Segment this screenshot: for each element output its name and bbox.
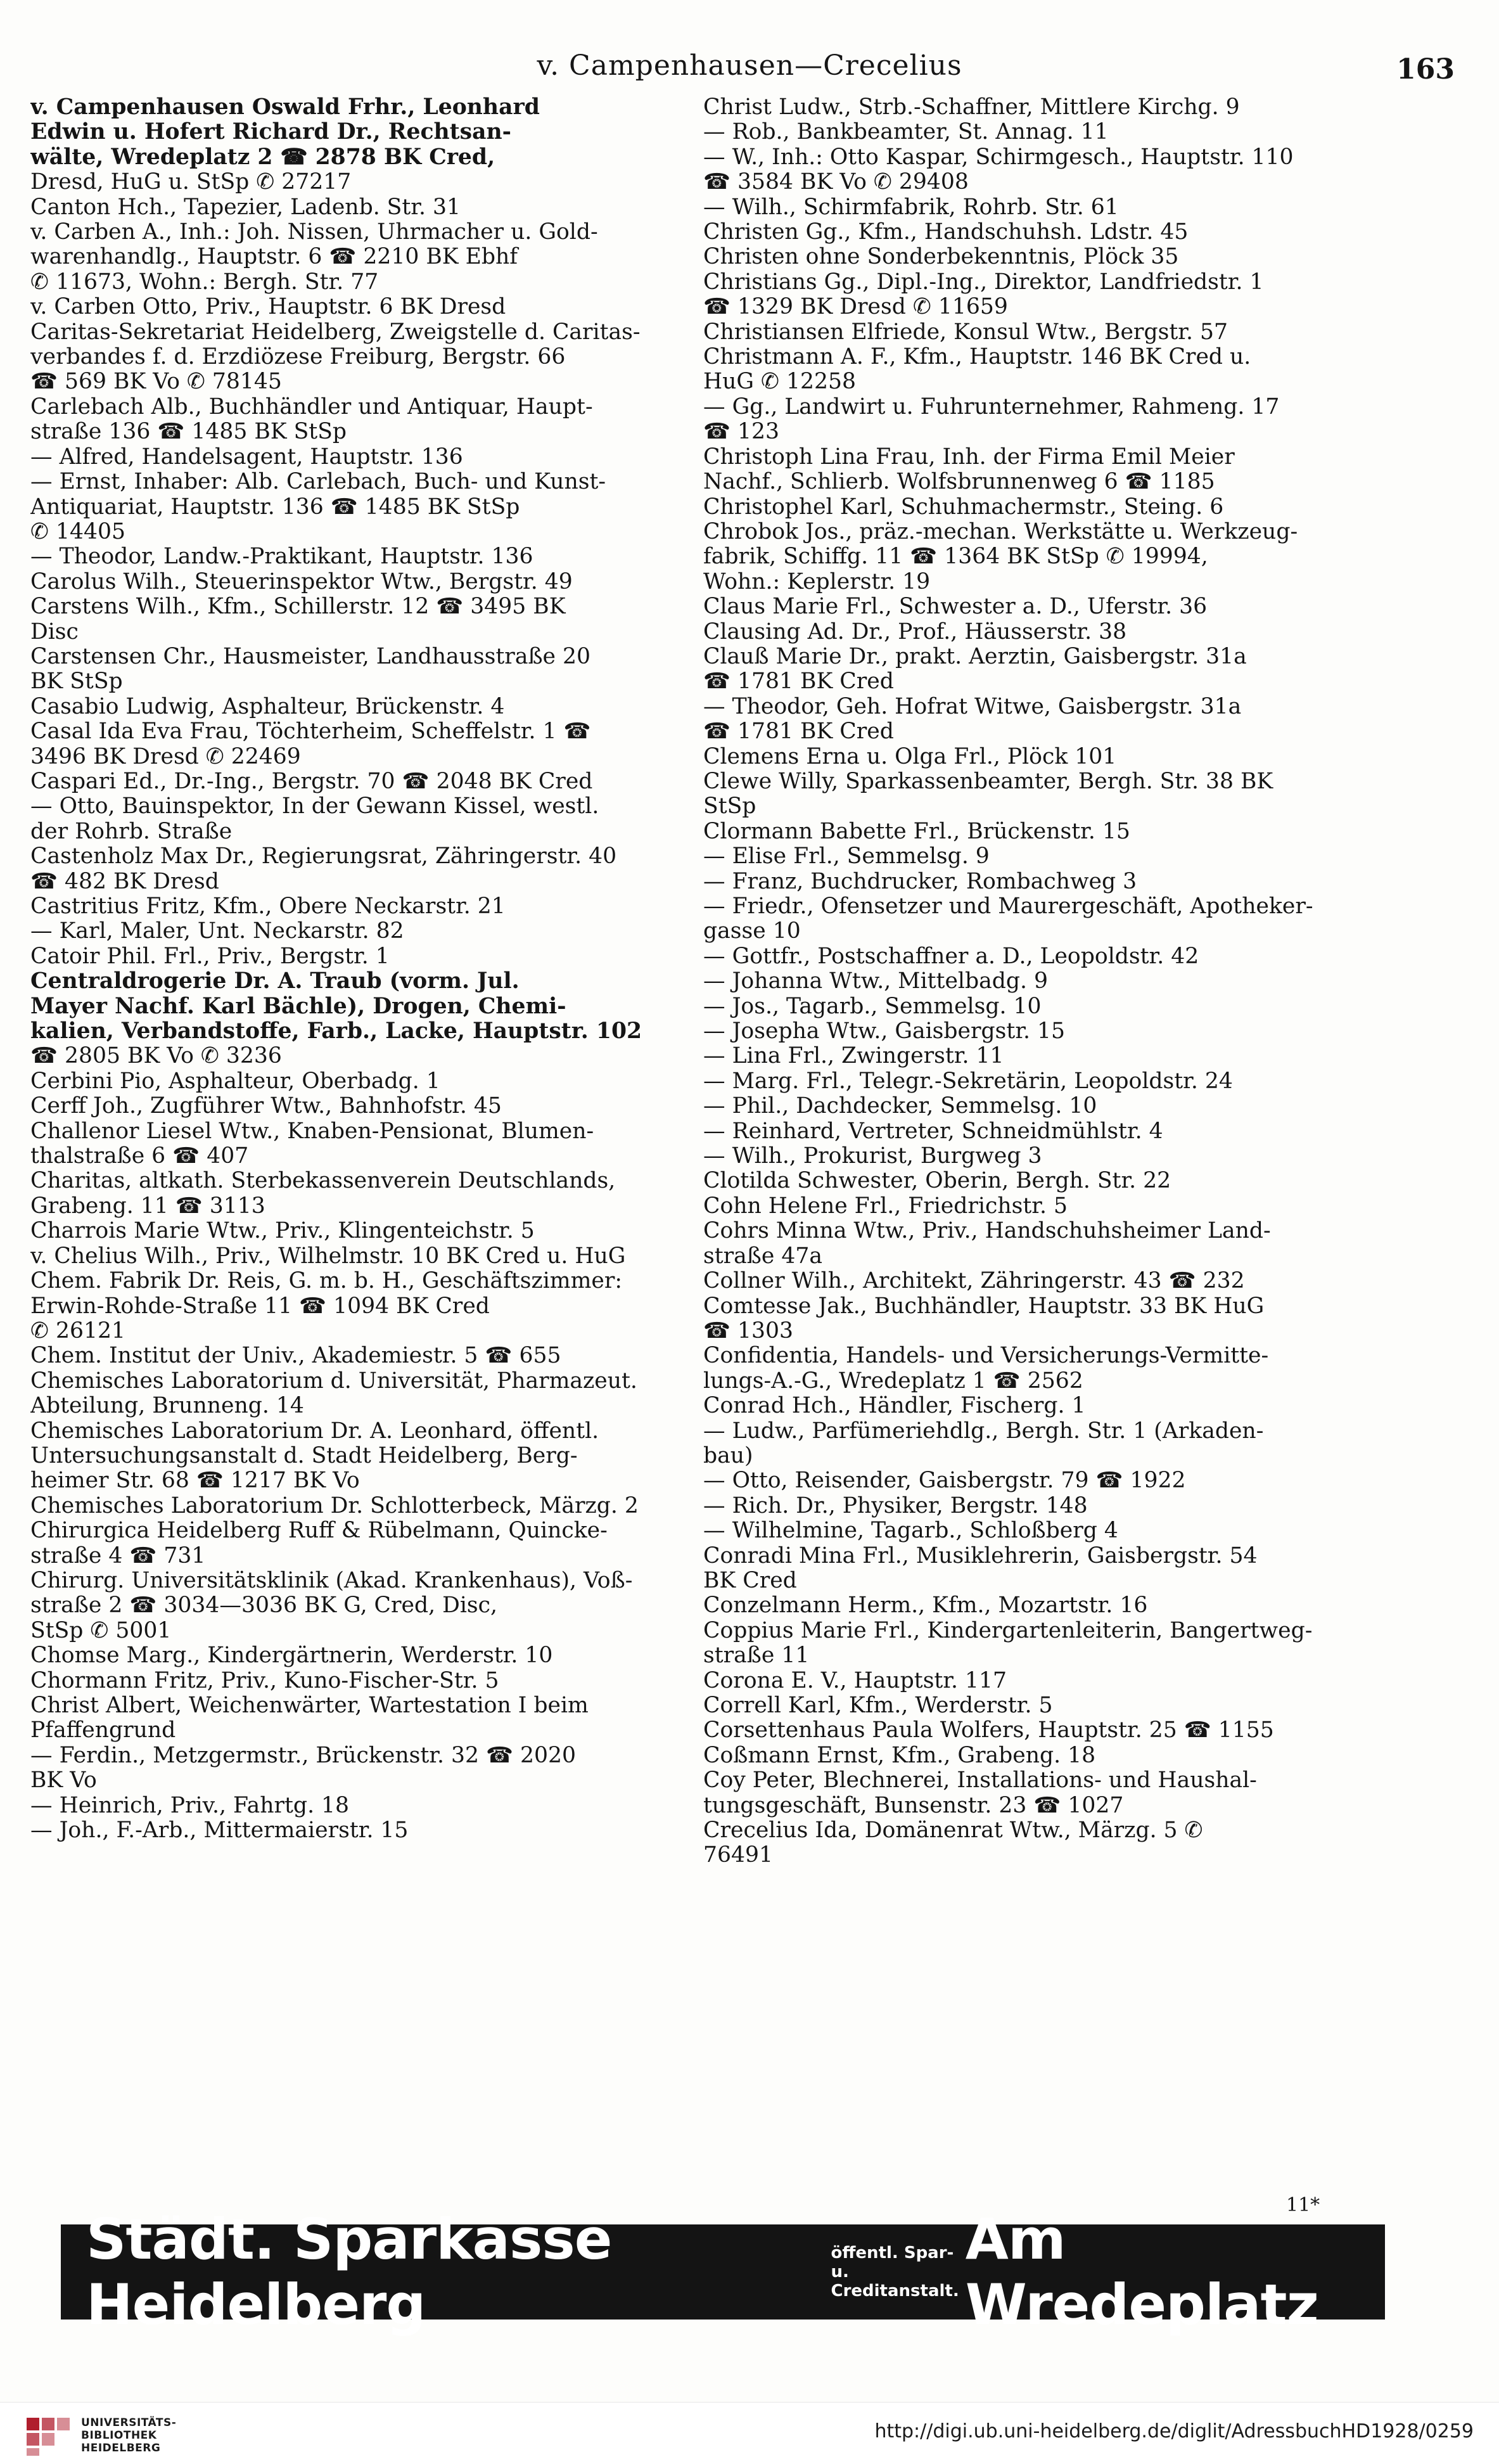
university-library-logo-icon xyxy=(25,2415,71,2457)
directory-entry-line: Disc xyxy=(30,619,79,645)
directory-entry-line: — Ernst, Inhaber: Alb. Carlebach, Buch- und Kunst- xyxy=(30,470,606,495)
directory-entry-line: Christ Ludw., Strb.-Schaffner, Mittlere Kirchg. 9 xyxy=(703,95,1240,120)
directory-entry-line: Christiansen Elfriede, Konsul Wtw., Bergstr. 57 xyxy=(703,319,1228,345)
directory-entry-line: Clotilda Schwester, Oberin, Bergh. Str. 22 xyxy=(703,1169,1171,1194)
permalink-url[interactable]: http://digi.ub.uni-heidelberg.de/diglit/AdressbuchHD1928/0259 xyxy=(874,2420,1474,2442)
directory-entry-line: Carlebach Alb., Buchhändler und Antiquar, Haupt- xyxy=(30,394,593,420)
directory-entry-line: HuG ✆ 12258 xyxy=(703,369,857,395)
directory-entry-line: 76491 xyxy=(703,1843,773,1868)
directory-entry-line: Chormann Fritz, Priv., Kuno-Fischer-Str. 5 xyxy=(30,1668,499,1693)
directory-entry-line: Castenholz Max Dr., Regierungsrat, Zähringerstr. 40 xyxy=(30,844,617,869)
directory-entry-line: Pfaffengrund xyxy=(30,1718,176,1743)
directory-entry-line: Wohn.: Keplerstr. 19 xyxy=(703,569,931,594)
directory-entry-line: v. Carben Otto, Priv., Hauptstr. 6 BK Dresd xyxy=(30,295,506,320)
directory-entry-line: Abteilung, Brunneng. 14 xyxy=(30,1394,304,1419)
directory-entry-line: Christ Albert, Weichenwärter, Wartestation I beim xyxy=(30,1693,589,1718)
directory-entry-line: Catoir Phil. Frl., Priv., Bergstr. 1 xyxy=(30,944,390,969)
advertisement-banner xyxy=(61,2207,1385,2337)
banner-location: Am Wredeplatz xyxy=(965,2207,1318,2337)
directory-entry-line: v. Chelius Wilh., Priv., Wilhelmstr. 10 BK Cred u. HuG xyxy=(30,1243,626,1269)
directory-entry-line: Canton Hch., Tapezier, Ladenb. Str. 31 xyxy=(30,195,461,220)
directory-entry-line: Coppius Marie Frl., Kindergartenleiterin, Bangertweg- xyxy=(703,1618,1313,1643)
library-name-line2: BIBLIOTHEK xyxy=(81,2429,157,2442)
directory-entry-line: Casal Ida Eva Frau, Töchterheim, Scheffelstr. 1 ☎ xyxy=(30,719,591,745)
directory-entry-line: 3496 BK Dresd ✆ 22469 xyxy=(30,744,301,769)
directory-entry-line: — Elise Frl., Semmelsg. 9 xyxy=(703,844,990,869)
directory-entry-line: ✆ 14405 xyxy=(30,519,125,544)
directory-entry-line: — Rob., Bankbeamter, St. Annag. 11 xyxy=(703,120,1109,145)
directory-entry-line: Clormann Babette Frl., Brückenstr. 15 xyxy=(703,819,1130,844)
directory-entry-line: — Gottfr., Postschaffner a. D., Leopoldstr. 42 xyxy=(703,944,1199,969)
directory-entry-line: ☎ 1781 BK Cred xyxy=(703,669,894,695)
directory-entry-line: warenhandlg., Hauptstr. 6 ☎ 2210 BK Ebhf xyxy=(30,245,518,270)
directory-entry-line: — Rich. Dr., Physiker, Bergstr. 148 xyxy=(703,1493,1088,1518)
directory-entry-line: Correll Karl, Kfm., Werderstr. 5 xyxy=(703,1693,1053,1718)
directory-entry-line: Chem. Institut der Univ., Akademiestr. 5 ☎ 655 xyxy=(30,1344,561,1369)
directory-entry-line: StSp ✆ 5001 xyxy=(30,1618,172,1643)
directory-entry-line: Edwin u. Hofert Richard Dr., Rechtsan- xyxy=(30,120,511,145)
directory-entry-line: Chrobok Jos., präz.-mechan. Werkstätte u. Werkzeug- xyxy=(703,519,1298,544)
directory-entry-line: Dresd, HuG u. StSp ✆ 27217 xyxy=(30,170,352,195)
digital-library-footer xyxy=(0,2402,1499,2464)
banner-subtitle-line1: öffentl. Spar- u. xyxy=(831,2243,954,2281)
left-column xyxy=(30,95,699,1843)
directory-entry-line: Coy Peter, Blechnerei, Installations- und Haushal- xyxy=(703,1768,1257,1793)
library-name-line3: HEIDELBERG xyxy=(81,2442,161,2454)
directory-entry-line: straße 11 xyxy=(703,1643,810,1669)
directory-entry-line: ☎ 1781 BK Cred xyxy=(703,719,894,745)
directory-entry-line: — Johanna Wtw., Mittelbadg. 9 xyxy=(703,969,1048,994)
directory-entry-line: — Otto, Reisender, Gaisbergstr. 79 ☎ 1922 xyxy=(703,1468,1186,1494)
directory-entry-line: Chomse Marg., Kindergärtnerin, Werderstr. 10 xyxy=(30,1643,553,1669)
directory-entry-line: Erwin-Rohde-Straße 11 ☎ 1094 BK Cred xyxy=(30,1293,490,1319)
directory-entry-line: Antiquariat, Hauptstr. 136 ☎ 1485 BK StSp xyxy=(30,494,520,520)
directory-entry-line: ☎ 123 xyxy=(703,420,780,445)
directory-entry-line: lungs-A.-G., Wredeplatz 1 ☎ 2562 xyxy=(703,1368,1083,1394)
directory-entry-line: Chemisches Laboratorium d. Universität, Pharmazeut. xyxy=(30,1368,637,1394)
directory-entry-line: — Karl, Maler, Unt. Neckarstr. 82 xyxy=(30,919,404,944)
directory-entry-line: — W., Inh.: Otto Kaspar, Schirmgesch., Hauptstr. 110 xyxy=(703,144,1294,170)
directory-entry-line: Cerbini Pio, Asphalteur, Oberbadg. 1 xyxy=(30,1068,440,1094)
directory-entry-line: Clemens Erna u. Olga Frl., Plöck 101 xyxy=(703,744,1117,769)
directory-entry-line: — Marg. Frl., Telegr.-Sekretärin, Leopoldstr. 24 xyxy=(703,1068,1233,1094)
directory-entry-line: ☎ 482 BK Dresd xyxy=(30,869,219,894)
directory-entry-line: wälte, Wredeplatz 2 ☎ 2878 BK Cred, xyxy=(30,144,495,170)
directory-entry-line: Coßmann Ernst, Kfm., Grabeng. 18 xyxy=(703,1743,1096,1768)
directory-entry-line: fabrik, Schiffg. 11 ☎ 1364 BK StSp ✆ 19994, xyxy=(703,544,1208,570)
directory-entry-line: — Jos., Tagarb., Semmelsg. 10 xyxy=(703,994,1042,1019)
directory-entry-line: — Gg., Landwirt u. Fuhrunternehmer, Rahmeng. 17 xyxy=(703,394,1280,420)
library-name xyxy=(81,2416,176,2454)
directory-entry-line: Charitas, altkath. Sterbekassenverein Deutschlands, xyxy=(30,1169,616,1194)
directory-entry-line: — Joh., F.-Arb., Mittermaierstr. 15 xyxy=(30,1818,409,1844)
directory-entry-line: Christen Gg., Kfm., Handschuhsh. Ldstr. 45 xyxy=(703,220,1189,245)
right-column xyxy=(703,95,1375,1868)
directory-entry-line: thalstraße 6 ☎ 407 xyxy=(30,1144,249,1169)
directory-entry-line: Mayer Nachf. Karl Bächle), Drogen, Chemi- xyxy=(30,994,566,1019)
directory-entry-line: Chirurg. Universitätsklinik (Akad. Krankenhaus), Voß- xyxy=(30,1568,633,1593)
directory-entry-line: ☎ 2805 BK Vo ✆ 3236 xyxy=(30,1044,282,1069)
banner-bank-name: Städt. Sparkasse Heidelberg xyxy=(86,2207,612,2337)
directory-entry-line: BK Cred xyxy=(703,1568,797,1593)
directory-entry-line: Clausing Ad. Dr., Prof., Häusserstr. 38 xyxy=(703,619,1127,645)
directory-entry-line: Untersuchungsanstalt d. Stadt Heidelberg, Berg- xyxy=(30,1443,578,1468)
directory-entry-line: Chemisches Laboratorium Dr. Schlotterbeck, Märzg. 2 xyxy=(30,1493,639,1518)
directory-entry-line: kalien, Verbandstoffe, Farb., Lacke, Hauptstr. 102 xyxy=(30,1019,642,1044)
directory-entry-line: der Rohrb. Straße xyxy=(30,819,233,844)
directory-entry-line: v. Carben A., Inh.: Joh. Nissen, Uhrmacher u. Gold- xyxy=(30,220,598,245)
directory-entry-line: — Reinhard, Vertreter, Schneidmühlstr. 4 xyxy=(703,1119,1163,1144)
directory-entry-line: Carstens Wilh., Kfm., Schillerstr. 12 ☎ 3495 BK xyxy=(30,594,566,620)
directory-entry-line: Conzelmann Herm., Kfm., Mozartstr. 16 xyxy=(703,1593,1148,1619)
directory-entry-line: Clewe Willy, Sparkassenbeamter, Bergh. Str. 38 BK xyxy=(703,769,1273,794)
directory-entry-line: ☎ 3584 BK Vo ✆ 29408 xyxy=(703,170,969,195)
directory-entry-line: — Franz, Buchdrucker, Rombachweg 3 xyxy=(703,869,1137,894)
directory-entry-line: — Ferdin., Metzgermstr., Brückenstr. 32 ☎ 2020 xyxy=(30,1743,577,1768)
directory-entry-line: Clauß Marie Dr., prakt. Aerztin, Gaisbergstr. 31a xyxy=(703,644,1247,669)
directory-entry-line: Corona E. V., Hauptstr. 117 xyxy=(703,1668,1007,1693)
directory-entry-line: — Otto, Bauinspektor, In der Gewann Kissel, westl. xyxy=(30,794,599,819)
directory-entry-line: — Ludw., Parfümeriehdlg., Bergh. Str. 1 (Arkaden- xyxy=(703,1418,1264,1444)
directory-entry-line: — Wilh., Prokurist, Burgweg 3 xyxy=(703,1144,1042,1169)
directory-entry-line: Christoph Lina Frau, Inh. der Firma Emil Meier xyxy=(703,444,1235,470)
directory-entry-line: Conrad Hch., Händler, Fischerg. 1 xyxy=(703,1394,1086,1419)
directory-entry-line: — Phil., Dachdecker, Semmelsg. 10 xyxy=(703,1094,1097,1119)
directory-entry-line: — Alfred, Handelsagent, Hauptstr. 136 xyxy=(30,444,463,470)
directory-entry-line: Corsettenhaus Paula Wolfers, Hauptstr. 25 ☎ 1155 xyxy=(703,1718,1274,1743)
page-header xyxy=(25,44,1474,89)
directory-entry-line: straße 2 ☎ 3034—3036 BK G, Cred, Disc, xyxy=(30,1593,498,1619)
directory-entry-line: Conradi Mina Frl., Musiklehrerin, Gaisbergstr. 54 xyxy=(703,1543,1258,1569)
directory-entry-line: BK Vo xyxy=(30,1768,97,1793)
directory-entry-line: bau) xyxy=(703,1443,753,1468)
directory-entry-line: gasse 10 xyxy=(703,919,801,944)
directory-entry-line: Charrois Marie Wtw., Priv., Klingenteichstr. 5 xyxy=(30,1219,535,1244)
directory-entry-line: — Wilh., Schirmfabrik, Rohrb. Str. 61 xyxy=(703,195,1119,220)
directory-entry-line: — Theodor, Landw.-Praktikant, Hauptstr. 136 xyxy=(30,544,533,570)
directory-entry-line: ☎ 1303 xyxy=(703,1318,794,1344)
directory-entry-line: verbandes f. d. Erzdiözese Freiburg, Bergstr. 66 xyxy=(30,345,566,370)
directory-entry-line: ✆ 26121 xyxy=(30,1318,125,1344)
directory-entry-line: Christen ohne Sonderbekenntnis, Plöck 35 xyxy=(703,245,1179,270)
directory-entry-line: v. Campenhausen Oswald Frhr., Leonhard xyxy=(30,95,540,120)
directory-entry-line: straße 4 ☎ 731 xyxy=(30,1543,206,1569)
directory-entry-line: StSp xyxy=(703,794,756,819)
banner-subtitle xyxy=(831,2243,959,2300)
directory-entry-line: Nachf., Schlierb. Wolfsbrunnenweg 6 ☎ 1185 xyxy=(703,470,1215,495)
directory-entry-line: tungsgeschäft, Bunsenstr. 23 ☎ 1027 xyxy=(703,1793,1124,1818)
directory-entry-line: ☎ 1329 BK Dresd ✆ 11659 xyxy=(703,295,1008,320)
page-number: 163 xyxy=(1396,53,1455,86)
directory-entry-line: Christians Gg., Dipl.-Ing., Direktor, Landfriedstr. 1 xyxy=(703,269,1264,295)
directory-entry-line: Confidentia, Handels- und Versicherungs-Vermitte- xyxy=(703,1344,1269,1369)
directory-entry-line: Collner Wilh., Architekt, Zähringerstr. 43 ☎ 232 xyxy=(703,1269,1245,1294)
directory-entry-line: — Heinrich, Priv., Fahrtg. 18 xyxy=(30,1793,350,1818)
directory-entry-line: straße 47a xyxy=(703,1243,822,1269)
running-title: v. Campenhausen—Crecelius xyxy=(537,49,962,82)
directory-entry-line: Castritius Fritz, Kfm., Obere Neckarstr. 21 xyxy=(30,894,506,919)
directory-entry-line: Grabeng. 11 ☎ 3113 xyxy=(30,1193,265,1219)
directory-entry-line: — Friedr., Ofensetzer und Maurergeschäft, Apotheker- xyxy=(703,894,1313,919)
directory-entry-line: — Wilhelmine, Tagarb., Schloßberg 4 xyxy=(703,1518,1118,1544)
banner-subtitle-line2: Creditanstalt. xyxy=(831,2281,959,2300)
directory-entry-line: ✆ 11673, Wohn.: Bergh. Str. 77 xyxy=(30,269,379,295)
directory-entry-line: Cohn Helene Frl., Friedrichstr. 5 xyxy=(703,1193,1068,1219)
directory-entry-line: Claus Marie Frl., Schwester a. D., Uferstr. 36 xyxy=(703,594,1208,620)
directory-entry-line: Chemisches Laboratorium Dr. A. Leonhard, öffentl. xyxy=(30,1418,599,1444)
directory-entry-line: — Theodor, Geh. Hofrat Witwe, Gaisbergstr. 31a xyxy=(703,694,1242,719)
directory-entry-line: Casabio Ludwig, Asphalteur, Brückenstr. 4 xyxy=(30,694,505,719)
directory-entry-line: Carolus Wilh., Steuerinspektor Wtw., Bergstr. 49 xyxy=(30,569,573,594)
directory-entry-line: straße 136 ☎ 1485 BK StSp xyxy=(30,420,347,445)
directory-entry-line: Comtesse Jak., Buchhändler, Hauptstr. 33 BK HuG xyxy=(703,1293,1265,1319)
directory-entry-line: BK StSp xyxy=(30,669,123,695)
directory-entry-line: heimer Str. 68 ☎ 1217 BK Vo xyxy=(30,1468,360,1494)
directory-entry-line: Christophel Karl, Schuhmachermstr., Steing. 6 xyxy=(703,494,1224,520)
directory-entry-line: Caritas-Sekretariat Heidelberg, Zweigstelle d. Caritas- xyxy=(30,319,641,345)
directory-entry-line: Carstensen Chr., Hausmeister, Landhausstraße 20 xyxy=(30,644,591,669)
library-name-line1: UNIVERSITÄTS- xyxy=(81,2416,177,2429)
directory-entry-line: — Josepha Wtw., Gaisbergstr. 15 xyxy=(703,1019,1066,1044)
sheet-marker: 11* xyxy=(1286,2194,1320,2216)
directory-entry-line: Challenor Liesel Wtw., Knaben-Pensionat, Blumen- xyxy=(30,1119,594,1144)
directory-entry-line: Cohrs Minna Wtw., Priv., Handschuhsheimer Land- xyxy=(703,1219,1271,1244)
directory-entry-line: — Lina Frl., Zwingerstr. 11 xyxy=(703,1044,1004,1069)
directory-entry-line: Cerff Joh., Zugführer Wtw., Bahnhofstr. 45 xyxy=(30,1094,502,1119)
directory-entry-line: Centraldrogerie Dr. A. Traub (vorm. Jul. xyxy=(30,969,520,994)
directory-entry-line: Chem. Fabrik Dr. Reis, G. m. b. H., Geschäftszimmer: xyxy=(30,1269,623,1294)
directory-entry-line: Crecelius Ida, Domänenrat Wtw., Märzg. 5 ✆ xyxy=(703,1818,1203,1844)
directory-entry-line: ☎ 569 BK Vo ✆ 78145 xyxy=(30,369,282,395)
directory-entry-line: Caspari Ed., Dr.-Ing., Bergstr. 70 ☎ 2048 BK Cred xyxy=(30,769,593,794)
directory-entry-line: Chirurgica Heidelberg Ruff & Rübelmann, Quincke- xyxy=(30,1518,608,1544)
directory-entry-line: Christmann A. F., Kfm., Hauptstr. 146 BK Cred u. xyxy=(703,345,1251,370)
